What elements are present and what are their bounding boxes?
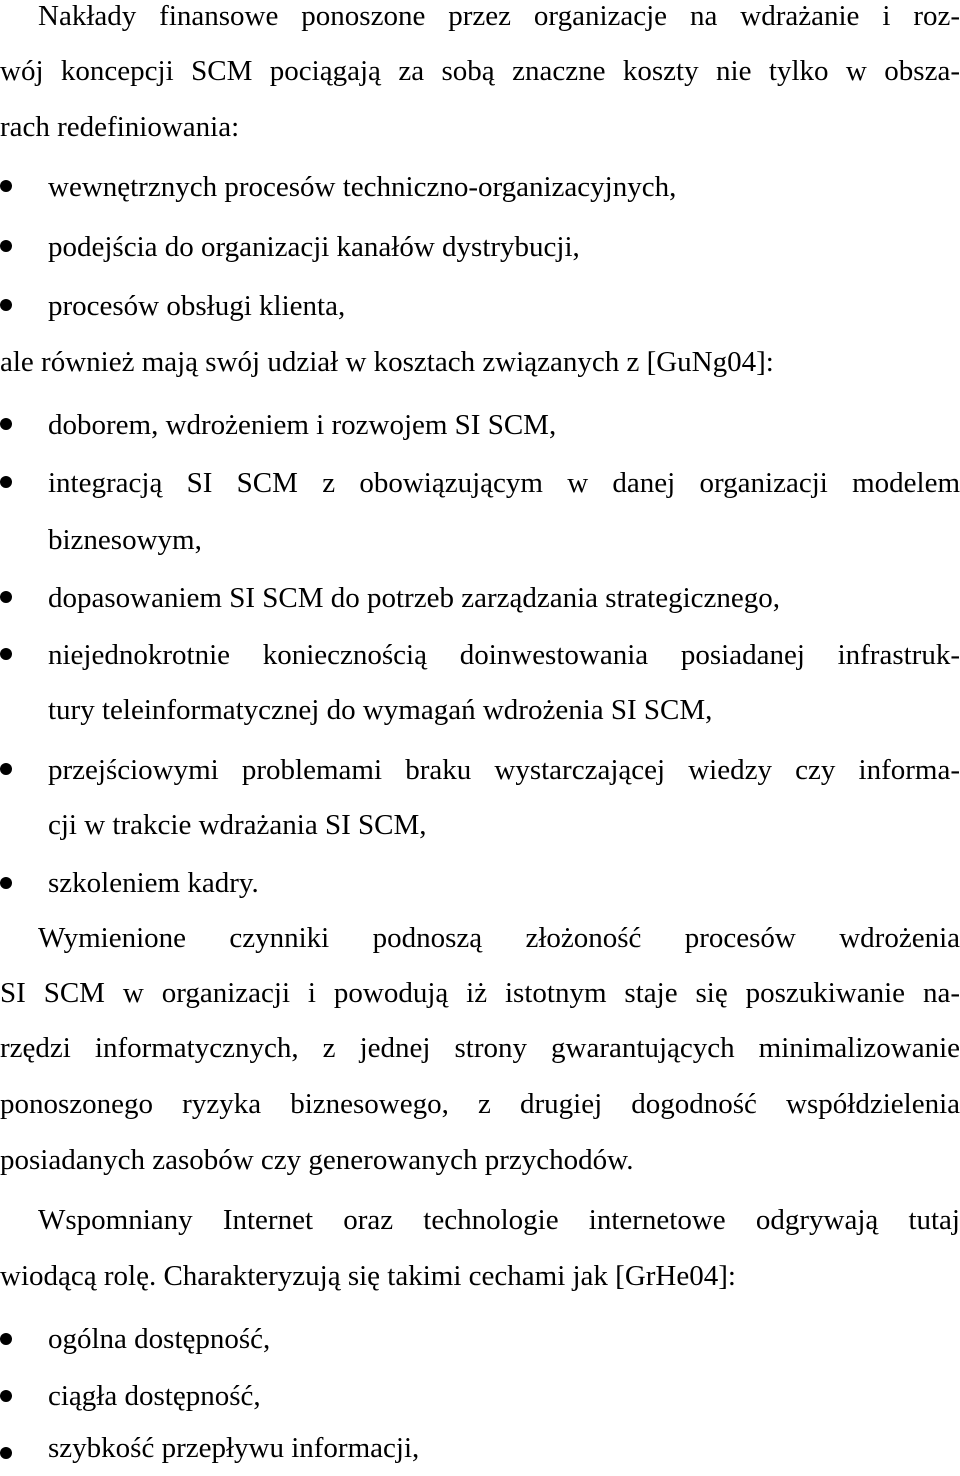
list-item: szkoleniem kadry. xyxy=(48,867,259,899)
paragraph-3-line-2: wiodącą rolę. Charakteryzują się takimi cechami jak [GrHe04]: xyxy=(0,1260,736,1292)
list-item: doborem, wdrożeniem i rozwojem SI SCM, xyxy=(48,409,557,441)
bullet-icon xyxy=(0,591,12,603)
paragraph-2-line-1: Wymienione czynniki podnoszą złożoność procesów wdrożenia xyxy=(38,922,960,954)
list-item-continuation: tury teleinformatycznej do wymagań wdrożenia SI SCM, xyxy=(48,694,713,726)
list-item: ogólna dostępność, xyxy=(48,1323,271,1355)
bullet-icon xyxy=(0,1447,12,1459)
bullet-icon xyxy=(0,180,12,192)
bullet-icon xyxy=(0,299,12,311)
list-item: przejściowymi problemami braku wystarczającej wiedzy czy informa- xyxy=(48,754,960,786)
bullet-icon xyxy=(0,476,12,488)
bullet-icon xyxy=(0,877,12,889)
list-item: podejścia do organizacji kanałów dystrybucji, xyxy=(48,231,580,263)
paragraph-3-line-1: Wspomniany Internet oraz technologie internetowe odgrywają tutaj xyxy=(38,1204,960,1236)
paragraph-2-line-3: rzędzi informatycznych, z jednej strony gwarantujących minimalizowanie xyxy=(0,1032,960,1064)
list-item-continuation: cji w trakcie wdrażania SI SCM, xyxy=(48,809,427,841)
list-item: wewnętrznych procesów techniczno-organizacyjnych, xyxy=(48,171,677,203)
paragraph-2-line-4: ponoszonego ryzyka biznesowego, z drugiej dogodność współdzielenia xyxy=(0,1088,960,1120)
list-item: procesów obsługi klienta, xyxy=(48,290,346,322)
intro-line-2: wój koncepcji SCM pociągają za sobą znaczne koszty nie tylko w obsza- xyxy=(0,55,960,87)
bullet-icon xyxy=(0,1390,12,1402)
bullet-icon xyxy=(0,648,12,660)
list-item-continuation: biznesowym, xyxy=(48,524,202,556)
bullet-icon xyxy=(0,418,12,430)
list-item: integracją SI SCM z obowiązującym w danej organizacji modelem xyxy=(48,467,960,499)
paragraph-2-line-5: posiadanych zasobów czy generowanych przychodów. xyxy=(0,1144,634,1176)
body-text: ale również mają swój udział w kosztach związanych z [GuNg04]: xyxy=(0,346,774,378)
list-item: szybkość przepływu informacji, xyxy=(48,1432,420,1464)
bullet-icon xyxy=(0,240,12,252)
intro-line-1: Nakłady finansowe ponoszone przez organizacje na wdrażanie i roz- xyxy=(38,0,960,32)
bullet-icon xyxy=(0,1333,12,1345)
bullet-icon xyxy=(0,763,12,775)
list-item: dopasowaniem SI SCM do potrzeb zarządzania strategicznego, xyxy=(48,582,780,614)
list-item: niejednokrotnie koniecznością doinwestowania posiadanej infrastruk- xyxy=(48,639,960,671)
list-item: ciągła dostępność, xyxy=(48,1380,261,1412)
intro-line-3: rach redefiniowania: xyxy=(0,111,240,143)
paragraph-2-line-2: SI SCM w organizacji i powodują iż istotnym staje się poszukiwanie na- xyxy=(0,977,960,1009)
